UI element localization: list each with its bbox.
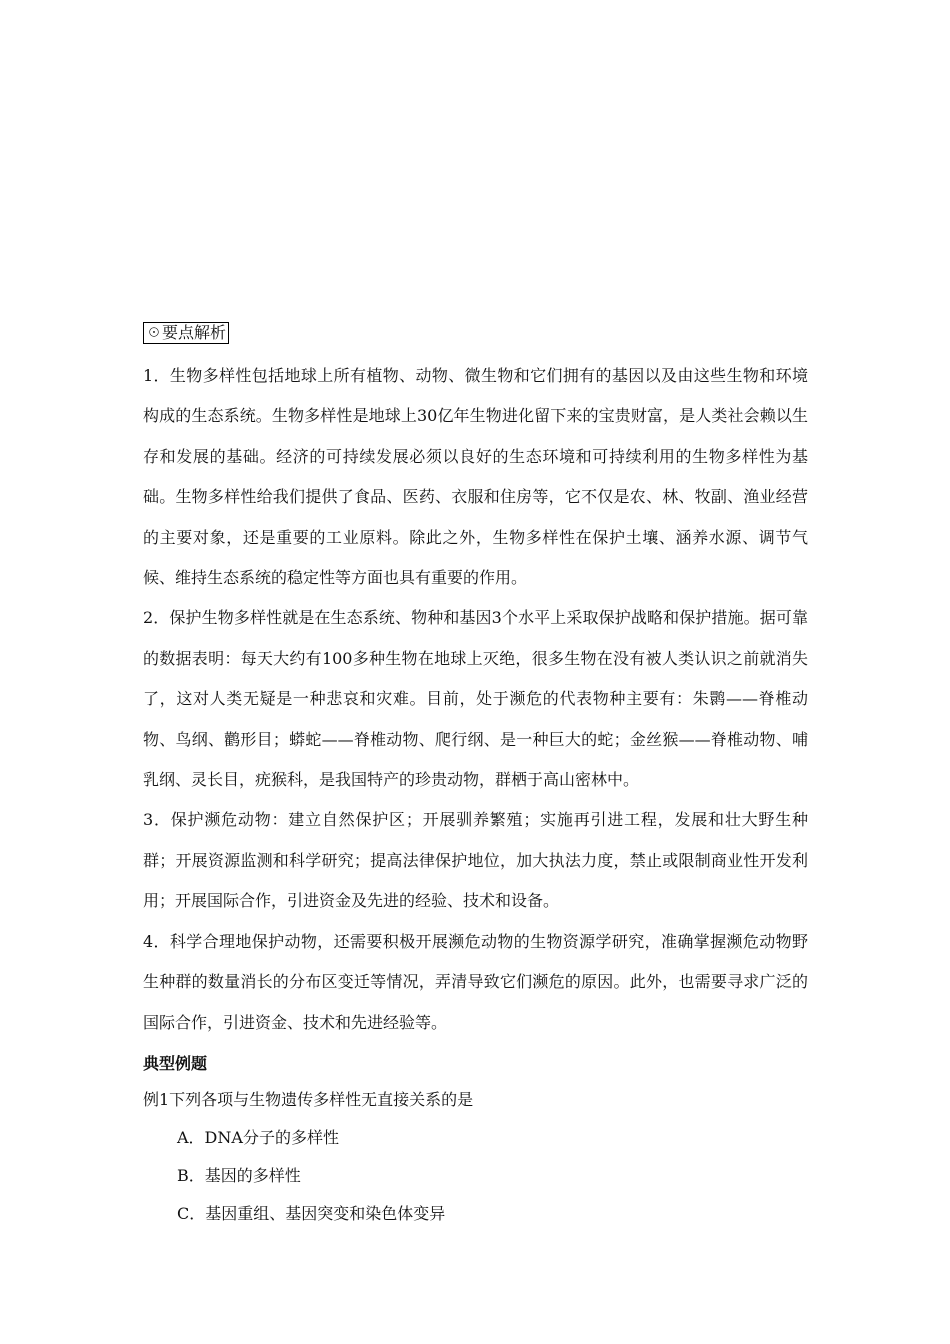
document-content <box>143 322 808 1233</box>
option-a: A．DNA分子的多样性 <box>177 1127 339 1147</box>
examples-heading: 典型例题 <box>143 1053 208 1073</box>
option-b: B．基因的多样性 <box>177 1165 301 1185</box>
key-point-2: 2．保护生物多样性就是在生态系统、物种和基因3个水平上采取保护战略和保护措施。据可靠的数据表明：每天大约有100多种生物在地球上灭绝，很多生物在没有被人类认识之前就消失了，这对人类无疑是一种悲哀和灾难。目前，处于濒危的代表物种主要有：朱鹮——脊椎动物、鸟纲、鹳形目；蟒蛇——脊椎动物、爬行纲、是一种巨大的蛇；金丝猴——脊椎动物、哺乳纲、灵长目，疣猴科，是我国特产的珍贵动物，群栖于高山密林中。 <box>143 608 808 790</box>
option-c: C．基因重组、基因突变和染色体变异 <box>177 1203 446 1223</box>
example-question: 例1下列各项与生物遗传多样性无直接关系的是 <box>143 1089 474 1109</box>
key-point-4: 4．科学合理地保护动物，还需要积极开展濒危动物的生物资源学研究，准确掌握濒危动物野生种群的数量消长的分布区变迁等情况，弄清导致它们濒危的原因。此外，也需要寻求广泛的国际合作，引进资金、技术和先进经验等。 <box>143 931 808 1032</box>
section-title: ☉要点解析 <box>146 323 227 342</box>
section-title-box <box>143 322 229 344</box>
key-point-3: 3．保护濒危动物：建立自然保护区；开展驯养繁殖；实施再引进工程，发展和壮大野生种群；开展资源监测和科学研究；提高法律保护地位，加大执法力度，禁止或限制商业性开发利用；开展国际合作，引进资金及先进的经验、技术和设备。 <box>143 810 808 911</box>
key-point-1: 1．生物多样性包括地球上所有植物、动物、微生物和它们拥有的基因以及由这些生物和环境构成的生态系统。生物多样性是地球上30亿年生物进化留下来的宝贵财富，是人类社会赖以生存和发展的基础。经济的可持续发展必须以良好的生态环境和可持续利用的生物多样性为基础。生物多样性给我们提供了食品、医药、衣服和住房等，它不仅是农、林、牧副、渔业经营的主要对象，还是重要的工业原料。除此之外，生物多样性在保护土壤、涵养水源、调节气候、维持生态系统的稳定性等方面也具有重要的作用。 <box>143 366 808 588</box>
